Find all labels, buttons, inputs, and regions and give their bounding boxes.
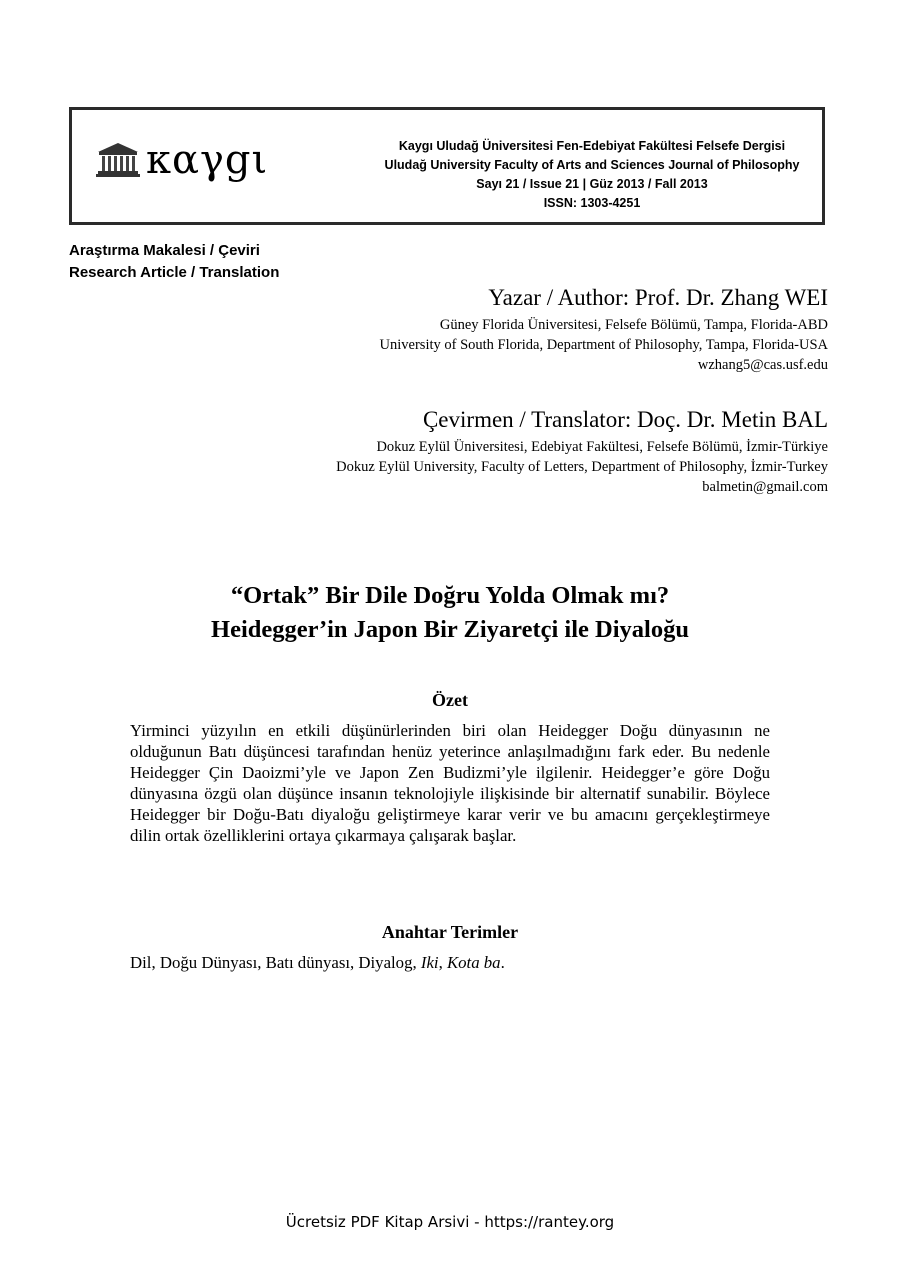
title-line-2: Heidegger’in Japon Bir Ziyaretçi ile Diyaloğu	[211, 616, 689, 643]
keyword-kota-ba: Kota ba	[446, 953, 501, 972]
journal-name-tr: Kaygı Uludağ Üniversitesi Fen-Edebiyat Fakültesi Felsefe Dergisi	[398, 139, 786, 153]
journal-issn: ISSN: 1303-4251	[543, 196, 641, 210]
journal-name-en: Uludağ University Faculty of Arts and Sciences Journal of Philosophy	[384, 158, 800, 172]
journal-header	[69, 107, 825, 225]
keywords-end: .	[500, 953, 505, 972]
author-email[interactable]: wzhang5@cas.usf.edu	[697, 357, 828, 373]
logo-text: καγgι	[146, 137, 269, 183]
author-name: Yazar / Author: Prof. Dr. Zhang WEI	[488, 285, 828, 310]
abstract-heading: Özet	[432, 690, 468, 710]
temple-icon	[96, 142, 140, 178]
author-affiliation-en: University of South Florida, Department of Philosophy, Tampa, Florida-USA	[379, 337, 828, 353]
keywords-separator: ,	[438, 953, 447, 972]
translator-name: Çevirmen / Translator: Doç. Dr. Metin BAL	[422, 407, 828, 432]
translator-affiliation-tr: Dokuz Eylül Üniversitesi, Edebiyat Fakültesi, Felsefe Bölümü, İzmir-Türkiye	[376, 439, 828, 455]
author-block	[380, 283, 828, 375]
journal-logo	[96, 137, 269, 183]
journal-info	[362, 137, 822, 213]
translator-block	[336, 405, 828, 497]
translator-affiliation-en: Dokuz Eylül University, Faculty of Letters, Department of Philosophy, İzmir-Turkey	[336, 459, 828, 475]
keywords-plain: Dil, Doğu Dünyası, Batı dünyası, Diyalog,	[130, 953, 421, 972]
article-type-en: Research Article / Translation	[69, 264, 280, 281]
keywords-text	[130, 953, 505, 973]
title-line-1: “Ortak” Bir Dile Doğru Yolda Olmak mı?	[230, 582, 670, 609]
article-type	[69, 240, 279, 284]
abstract-text: Yirminci yüzyılın en etkili düşünürlerinden biri olan Heidegger Doğu dünyasının ne olduğunun Batı düşüncesi tarafından henüz yeterince anlaşılmadığını fark eder. Bu nedenle Heidegger Çin Daoizmi’yle ve Japon Zen Budizmi’yle ilgilenir. Heidegger’e göre Doğu dünyasına özgü olan düşünce insanın teknolojiyle ilişkisinde bir alternatif sunabilir. Böylece Heidegger bir Doğu-Batı diyaloğu geliştirmeye karar verir ve bu amacını gerçekleştirmeye dilin ortak özelliklerini ortaya çıkarmaya çalışarak başlar.	[130, 721, 770, 845]
article-title	[0, 579, 900, 647]
keywords-heading: Anahtar Terimler	[381, 922, 519, 942]
translator-email[interactable]: balmetin@gmail.com	[702, 479, 828, 495]
footer-link[interactable]: Ücretsiz PDF Kitap Arsivi - https://rantey.org	[285, 1213, 615, 1231]
author-affiliation-tr: Güney Florida Üniversitesi, Felsefe Bölümü, Tampa, Florida-ABD	[439, 317, 828, 333]
journal-issue: Sayı 21 / Issue 21 | Güz 2013 / Fall 2013	[476, 177, 708, 191]
keyword-iki: Iki	[420, 953, 439, 972]
article-type-tr: Araştırma Makalesi / Çeviri	[69, 242, 260, 259]
